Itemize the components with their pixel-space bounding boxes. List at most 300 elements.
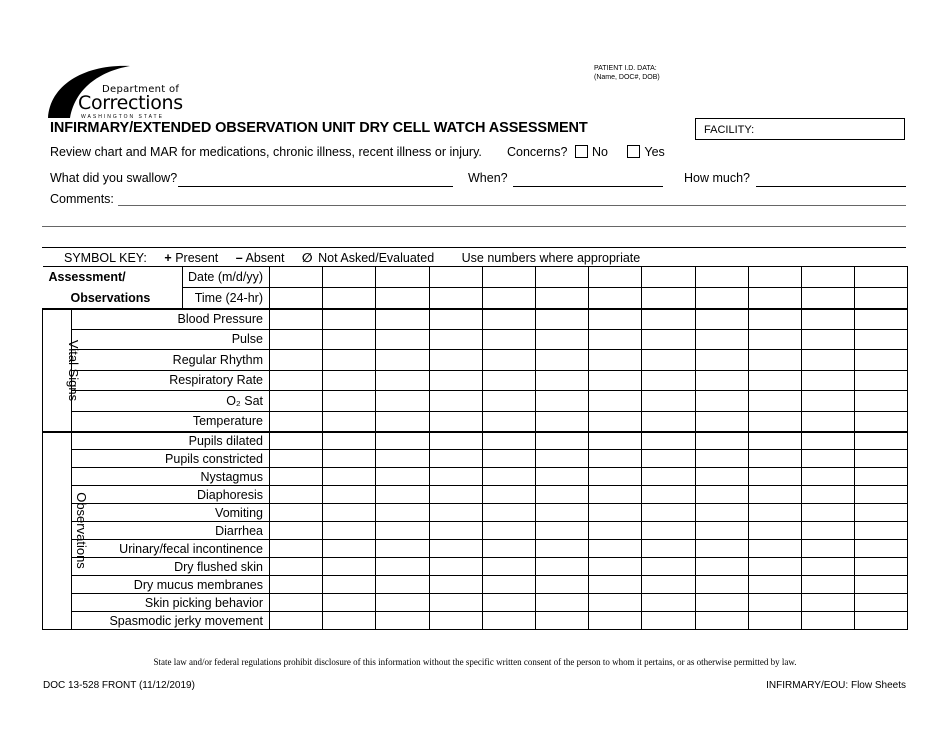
entry-cell[interactable] [695, 309, 748, 330]
entry-cell[interactable] [376, 612, 429, 630]
row-label: Diaphoresis [72, 486, 270, 504]
when-label: When? [468, 171, 508, 185]
time-cell[interactable] [801, 288, 854, 309]
concerns-yes-checkbox[interactable] [627, 145, 640, 158]
entry-cell[interactable] [429, 594, 482, 612]
entry-cell[interactable] [642, 370, 695, 391]
entry-cell[interactable] [855, 350, 908, 371]
entry-cell[interactable] [748, 540, 801, 558]
entry-cell[interactable] [535, 540, 588, 558]
entry-cell[interactable] [855, 594, 908, 612]
not-asked-label: Not Asked/Evaluated [318, 251, 435, 265]
entry-cell[interactable] [695, 350, 748, 371]
entry-cell[interactable] [589, 522, 642, 540]
row-label: Pulse [72, 329, 270, 350]
time-cell[interactable] [429, 288, 482, 309]
logo-department: Department of [102, 84, 180, 95]
row-label: Respiratory Rate [72, 370, 270, 391]
entry-cell[interactable] [482, 309, 535, 330]
concerns-label: Concerns? [507, 145, 568, 159]
entry-cell[interactable] [801, 558, 854, 576]
entry-cell[interactable] [323, 329, 376, 350]
entry-cell[interactable] [855, 504, 908, 522]
time-cell[interactable] [695, 288, 748, 309]
row-label: Spasmodic jerky movement [72, 612, 270, 630]
entry-cell[interactable] [748, 486, 801, 504]
entry-cell[interactable] [376, 391, 429, 412]
table-row [43, 468, 908, 486]
entry-cell[interactable] [855, 576, 908, 594]
entry-cell[interactable] [535, 432, 588, 450]
entry-cell[interactable] [429, 411, 482, 432]
entry-cell[interactable] [801, 504, 854, 522]
entry-cell[interactable] [482, 504, 535, 522]
empty-set-icon: ∅ [301, 251, 313, 265]
entry-cell[interactable] [642, 309, 695, 330]
entry-cell[interactable] [376, 522, 429, 540]
entry-cell[interactable] [589, 391, 642, 412]
entry-cell[interactable] [695, 411, 748, 432]
row-label: Urinary/fecal incontinence [72, 540, 270, 558]
table-row [43, 540, 908, 558]
observations-section-label [43, 432, 89, 630]
entry-cell[interactable] [589, 329, 642, 350]
absent-label: Absent [245, 251, 285, 265]
entry-cell[interactable] [376, 540, 429, 558]
entry-cell[interactable] [855, 540, 908, 558]
entry-cell[interactable] [270, 309, 323, 330]
entry-cell[interactable] [589, 411, 642, 432]
row-label: Vomiting [72, 504, 270, 522]
header-row [43, 267, 908, 288]
entry-cell[interactable] [748, 370, 801, 391]
entry-cell[interactable] [323, 450, 376, 468]
entry-cell[interactable] [270, 504, 323, 522]
facility-label: FACILITY: [704, 124, 755, 136]
entry-cell[interactable] [748, 391, 801, 412]
entry-cell[interactable] [589, 350, 642, 371]
entry-cell[interactable] [642, 504, 695, 522]
time-cell[interactable] [482, 288, 535, 309]
entry-cell[interactable] [270, 450, 323, 468]
entry-cell[interactable] [855, 411, 908, 432]
comments-line-1[interactable] [118, 205, 906, 206]
comments-line-2[interactable] [42, 226, 906, 227]
entry-cell[interactable] [695, 450, 748, 468]
date-cell[interactable] [642, 267, 695, 288]
entry-cell[interactable] [801, 450, 854, 468]
vital-signs-section-label [43, 309, 82, 432]
entry-cell[interactable] [482, 486, 535, 504]
entry-cell[interactable] [323, 540, 376, 558]
entry-cell[interactable] [429, 450, 482, 468]
entry-cell[interactable] [429, 309, 482, 330]
entry-cell[interactable] [855, 329, 908, 350]
entry-cell[interactable] [482, 432, 535, 450]
entry-cell[interactable] [748, 522, 801, 540]
entry-cell[interactable] [429, 558, 482, 576]
date-cell[interactable] [535, 267, 588, 288]
entry-cell[interactable] [801, 309, 854, 330]
entry-cell[interactable] [376, 558, 429, 576]
entry-cell[interactable] [376, 450, 429, 468]
symbol-key [64, 250, 654, 265]
entry-cell[interactable] [855, 450, 908, 468]
entry-cell[interactable] [535, 576, 588, 594]
entry-cell[interactable] [429, 522, 482, 540]
entry-cell[interactable] [482, 558, 535, 576]
entry-cell[interactable] [323, 558, 376, 576]
assessment-grid [42, 266, 908, 630]
entry-cell[interactable] [535, 411, 588, 432]
vital-signs-title: Vital Signs [66, 339, 82, 401]
entry-cell[interactable] [376, 576, 429, 594]
entry-cell[interactable] [748, 576, 801, 594]
time-cell[interactable] [270, 288, 323, 309]
entry-cell[interactable] [270, 576, 323, 594]
entry-cell[interactable] [642, 432, 695, 450]
date-cell[interactable] [429, 267, 482, 288]
entry-cell[interactable] [535, 504, 588, 522]
entry-cell[interactable] [376, 432, 429, 450]
table-row [43, 309, 908, 330]
row-label: Temperature [72, 411, 270, 432]
entry-cell[interactable] [801, 612, 854, 630]
time-cell[interactable] [323, 288, 376, 309]
entry-cell[interactable] [323, 432, 376, 450]
entry-cell[interactable] [429, 486, 482, 504]
entry-cell[interactable] [642, 558, 695, 576]
entry-cell[interactable] [535, 329, 588, 350]
entry-cell[interactable] [801, 391, 854, 412]
entry-cell[interactable] [270, 486, 323, 504]
table-row [43, 391, 908, 412]
entry-cell[interactable] [589, 558, 642, 576]
entry-cell[interactable] [376, 468, 429, 486]
entry-cell[interactable] [429, 612, 482, 630]
time-cell[interactable] [642, 288, 695, 309]
entry-cell[interactable] [589, 432, 642, 450]
table-row [43, 432, 908, 450]
entry-cell[interactable] [535, 558, 588, 576]
entry-cell[interactable] [748, 350, 801, 371]
date-cell[interactable] [589, 267, 642, 288]
entry-cell[interactable] [695, 576, 748, 594]
how-much-field[interactable] [756, 185, 906, 187]
entry-cell[interactable] [323, 370, 376, 391]
entry-cell[interactable] [642, 329, 695, 350]
entry-cell[interactable] [642, 612, 695, 630]
entry-cell[interactable] [642, 411, 695, 432]
table-row [43, 411, 908, 432]
entry-cell[interactable] [855, 612, 908, 630]
table-row [43, 522, 908, 540]
table-row [43, 558, 908, 576]
entry-cell[interactable] [323, 612, 376, 630]
plus-icon: + [164, 251, 172, 265]
row-label: Pupils constricted [72, 450, 270, 468]
form-category: INFIRMARY/EOU: Flow Sheets [766, 680, 906, 691]
entry-cell[interactable] [376, 486, 429, 504]
entry-cell[interactable] [323, 411, 376, 432]
disclaimer: State law and/or federal regulations prohibit disclosure of this information without the specific written consent of the person to whom it pertains, or as otherwise permitted by law. [153, 657, 797, 667]
row-label: Regular Rhythm [72, 350, 270, 371]
entry-cell[interactable] [376, 350, 429, 371]
entry-cell[interactable] [270, 522, 323, 540]
entry-cell[interactable] [748, 594, 801, 612]
entry-cell[interactable] [535, 612, 588, 630]
facility-field[interactable] [695, 118, 905, 140]
entry-cell[interactable] [695, 391, 748, 412]
entry-cell[interactable] [748, 558, 801, 576]
entry-cell[interactable] [270, 432, 323, 450]
entry-cell[interactable] [589, 309, 642, 330]
entry-cell[interactable] [429, 432, 482, 450]
entry-cell[interactable] [695, 370, 748, 391]
time-cell[interactable] [535, 288, 588, 309]
entry-cell[interactable] [589, 540, 642, 558]
entry-cell[interactable] [429, 540, 482, 558]
logo-corrections: Corrections [78, 92, 183, 114]
entry-cell[interactable] [376, 504, 429, 522]
entry-cell[interactable] [535, 450, 588, 468]
entry-cell[interactable] [482, 370, 535, 391]
row-label: Diarrhea [72, 522, 270, 540]
time-cell[interactable] [376, 288, 429, 309]
concerns-no-checkbox[interactable] [575, 145, 588, 158]
concerns-group [507, 145, 665, 159]
date-label: Date (m/d/yy) [183, 267, 270, 288]
date-cell[interactable] [323, 267, 376, 288]
time-cell[interactable] [855, 288, 908, 309]
date-cell[interactable] [801, 267, 854, 288]
entry-cell[interactable] [589, 370, 642, 391]
entry-cell[interactable] [801, 432, 854, 450]
entry-cell[interactable] [535, 370, 588, 391]
entry-cell[interactable] [376, 329, 429, 350]
entry-cell[interactable] [801, 594, 854, 612]
date-cell[interactable] [270, 267, 323, 288]
entry-cell[interactable] [270, 612, 323, 630]
entry-cell[interactable] [748, 432, 801, 450]
row-label: Blood Pressure [72, 309, 270, 330]
date-cell[interactable] [695, 267, 748, 288]
row-label: Dry mucus membranes [72, 576, 270, 594]
entry-cell[interactable] [748, 612, 801, 630]
entry-cell[interactable] [323, 576, 376, 594]
entry-cell[interactable] [855, 486, 908, 504]
entry-cell[interactable] [801, 468, 854, 486]
entry-cell[interactable] [855, 558, 908, 576]
entry-cell[interactable] [323, 309, 376, 330]
entry-cell[interactable] [535, 309, 588, 330]
entry-cell[interactable] [589, 504, 642, 522]
entry-cell[interactable] [323, 350, 376, 371]
entry-cell[interactable] [482, 411, 535, 432]
entry-cell[interactable] [695, 504, 748, 522]
entry-cell[interactable] [801, 576, 854, 594]
entry-cell[interactable] [482, 391, 535, 412]
entry-cell[interactable] [270, 411, 323, 432]
entry-cell[interactable] [748, 504, 801, 522]
entry-cell[interactable] [642, 468, 695, 486]
entry-cell[interactable] [748, 309, 801, 330]
entry-cell[interactable] [482, 522, 535, 540]
entry-cell[interactable] [376, 370, 429, 391]
time-cell[interactable] [589, 288, 642, 309]
entry-cell[interactable] [695, 540, 748, 558]
table-row [43, 504, 908, 522]
entry-cell[interactable] [855, 522, 908, 540]
entry-cell[interactable] [535, 391, 588, 412]
entry-cell[interactable] [270, 370, 323, 391]
entry-cell[interactable] [642, 450, 695, 468]
entry-cell[interactable] [323, 522, 376, 540]
entry-cell[interactable] [695, 329, 748, 350]
entry-cell[interactable] [801, 329, 854, 350]
entry-cell[interactable] [482, 329, 535, 350]
entry-cell[interactable] [270, 540, 323, 558]
entry-cell[interactable] [695, 612, 748, 630]
when-field[interactable] [513, 185, 663, 187]
entry-cell[interactable] [535, 594, 588, 612]
date-cell[interactable] [376, 267, 429, 288]
entry-cell[interactable] [695, 558, 748, 576]
entry-cell[interactable] [535, 468, 588, 486]
entry-cell[interactable] [695, 486, 748, 504]
entry-cell[interactable] [855, 468, 908, 486]
row-label: O₂ Sat [72, 391, 270, 412]
concerns-yes-label: Yes [644, 145, 665, 159]
entry-cell[interactable] [589, 612, 642, 630]
entry-cell[interactable] [695, 432, 748, 450]
entry-cell[interactable] [642, 594, 695, 612]
date-cell[interactable] [855, 267, 908, 288]
entry-cell[interactable] [589, 450, 642, 468]
minus-icon: – [235, 251, 243, 265]
entry-cell[interactable] [429, 329, 482, 350]
logo-state: WASHINGTON STATE [81, 114, 164, 120]
swallow-label: What did you swallow? [50, 171, 178, 185]
entry-cell[interactable] [642, 350, 695, 371]
time-cell[interactable] [748, 288, 801, 309]
entry-cell[interactable] [695, 594, 748, 612]
entry-cell[interactable] [270, 594, 323, 612]
form-title: INFIRMARY/EXTENDED OBSERVATION UNIT DRY CELL WATCH ASSESSMENT [50, 120, 588, 136]
entry-cell[interactable] [270, 391, 323, 412]
date-cell[interactable] [482, 267, 535, 288]
row-label: Dry flushed skin [72, 558, 270, 576]
entry-cell[interactable] [270, 468, 323, 486]
entry-cell[interactable] [589, 468, 642, 486]
entry-cell[interactable] [801, 540, 854, 558]
date-cell[interactable] [748, 267, 801, 288]
entry-cell[interactable] [748, 450, 801, 468]
patient-id-sub: (Name, DOC#, DOB) [594, 74, 660, 81]
table-row [43, 329, 908, 350]
entry-cell[interactable] [855, 391, 908, 412]
entry-cell[interactable] [801, 350, 854, 371]
how-much-label: How much? [684, 171, 750, 185]
entry-cell[interactable] [855, 370, 908, 391]
entry-cell[interactable] [535, 486, 588, 504]
row-label: Pupils dilated [72, 432, 270, 450]
entry-cell[interactable] [429, 504, 482, 522]
entry-cell[interactable] [323, 468, 376, 486]
entry-cell[interactable] [748, 329, 801, 350]
entry-cell[interactable] [589, 594, 642, 612]
entry-cell[interactable] [376, 411, 429, 432]
entry-cell[interactable] [589, 486, 642, 504]
entry-cell[interactable] [323, 391, 376, 412]
row-label: Nystagmus [72, 468, 270, 486]
entry-cell[interactable] [323, 594, 376, 612]
entry-cell[interactable] [535, 522, 588, 540]
comments-line-3[interactable] [42, 247, 906, 248]
time-label: Time (24-hr) [183, 288, 270, 309]
entry-cell[interactable] [482, 576, 535, 594]
entry-cell[interactable] [642, 522, 695, 540]
table-row [43, 450, 908, 468]
entry-cell[interactable] [855, 432, 908, 450]
patient-id-label: PATIENT I.D. DATA: [594, 65, 657, 72]
entry-cell[interactable] [429, 350, 482, 371]
entry-cell[interactable] [482, 450, 535, 468]
entry-cell[interactable] [695, 522, 748, 540]
observations-title: Observations [73, 492, 89, 570]
entry-cell[interactable] [270, 558, 323, 576]
entry-cell[interactable] [589, 576, 642, 594]
entry-cell[interactable] [482, 612, 535, 630]
entry-cell[interactable] [376, 309, 429, 330]
entry-cell[interactable] [801, 522, 854, 540]
entry-cell[interactable] [429, 370, 482, 391]
entry-cell[interactable] [801, 411, 854, 432]
entry-cell[interactable] [323, 486, 376, 504]
entry-cell[interactable] [323, 504, 376, 522]
entry-cell[interactable] [376, 594, 429, 612]
entry-cell[interactable] [642, 391, 695, 412]
assessment-heading: Assessment/ [43, 267, 183, 288]
entry-cell[interactable] [748, 411, 801, 432]
entry-cell[interactable] [429, 391, 482, 412]
entry-cell[interactable] [270, 329, 323, 350]
entry-cell[interactable] [270, 350, 323, 371]
table-row [43, 594, 908, 612]
entry-cell[interactable] [429, 576, 482, 594]
entry-cell[interactable] [642, 486, 695, 504]
entry-cell[interactable] [855, 309, 908, 330]
patient-id-block [594, 64, 660, 82]
entry-cell[interactable] [482, 468, 535, 486]
entry-cell[interactable] [801, 486, 854, 504]
entry-cell[interactable] [801, 370, 854, 391]
row-label: Skin picking behavior [72, 594, 270, 612]
table-row [43, 576, 908, 594]
swallow-field[interactable] [178, 185, 453, 187]
entry-cell[interactable] [482, 350, 535, 371]
entry-cell[interactable] [695, 468, 748, 486]
entry-cell[interactable] [535, 350, 588, 371]
entry-cell[interactable] [482, 540, 535, 558]
entry-cell[interactable] [748, 468, 801, 486]
doc-id: DOC 13-528 FRONT (11/12/2019) [43, 680, 195, 691]
entry-cell[interactable] [642, 540, 695, 558]
entry-cell[interactable] [429, 468, 482, 486]
numbers-note: Use numbers where appropriate [461, 251, 641, 265]
entry-cell[interactable] [642, 576, 695, 594]
entry-cell[interactable] [482, 594, 535, 612]
